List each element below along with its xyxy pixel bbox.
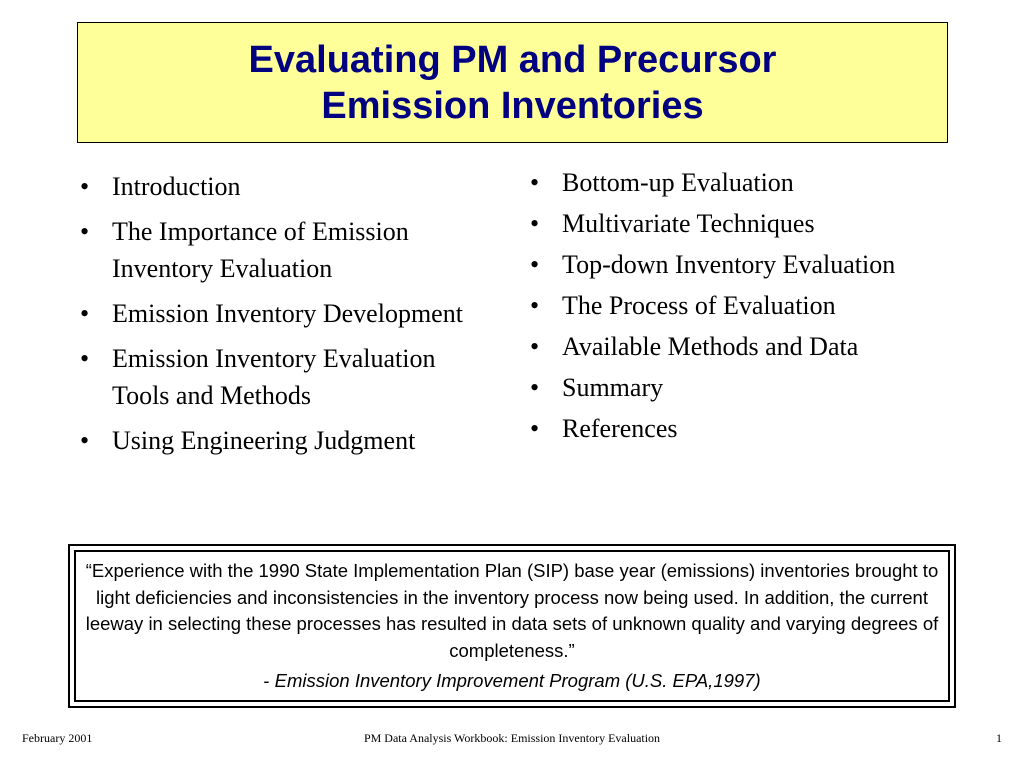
list-item <box>70 422 490 459</box>
list-item-text: Emission Inventory Development <box>112 299 463 328</box>
list-item <box>70 340 490 414</box>
title-box <box>77 22 948 143</box>
list-item <box>520 248 980 281</box>
bullet-icon: • <box>80 344 90 373</box>
list-item-text: The Importance of Emission Inventory Evaluation <box>112 217 409 283</box>
list-item <box>520 371 980 404</box>
bullet-icon: • <box>530 168 540 197</box>
list-item-text: Emission Inventory Evaluation Tools and Methods <box>112 344 436 410</box>
list-item-text: References <box>562 414 678 443</box>
list-item-text: Bottom-up Evaluation <box>562 168 794 197</box>
list-item-text: Top-down Inventory Evaluation <box>562 250 896 279</box>
list-item <box>520 330 980 363</box>
citation-prefix: - <box>263 670 275 691</box>
list-item <box>70 168 490 205</box>
quote-text: “Experience with the 1990 State Implementation Plan (SIP) base year (emissions) inventories brought to light deficiencies and inconsistencies in the inventory process now being used. In addition, the current leeway in selecting these processes has resulted in data sets of unknown quality and varying degrees of completeness.” <box>85 560 939 661</box>
list-item <box>70 213 490 287</box>
footer-date: February 2001 <box>22 731 93 745</box>
bullet-icon: • <box>530 291 540 320</box>
slide-title-line-2: Emission Inventories <box>321 84 704 127</box>
bullet-icon: • <box>80 426 90 455</box>
bullet-icon: • <box>530 209 540 238</box>
list-item-text: Available Methods and Data <box>562 332 859 361</box>
bullet-icon: • <box>530 332 540 361</box>
page-number: 1 <box>996 731 1002 745</box>
bullet-icon: • <box>530 414 540 443</box>
bullet-icon: • <box>80 217 90 246</box>
bullet-icon: • <box>530 250 540 279</box>
list-item-text: Using Engineering Judgment <box>112 426 416 455</box>
citation-title: Emission Inventory Improvement Program (U.S. EPA,1997) <box>274 670 761 691</box>
left-topic-list <box>70 168 490 467</box>
bullet-icon: • <box>80 172 90 201</box>
bullet-icon: • <box>80 299 90 328</box>
list-item-text: Multivariate Techniques <box>562 209 815 238</box>
footer-title: PM Data Analysis Workbook: Emission Inventory Evaluation <box>363 731 661 745</box>
list-item-text: The Process of Evaluation <box>562 291 836 320</box>
quote-box <box>68 544 956 708</box>
list-item-text: Introduction <box>112 172 241 201</box>
bullet-icon: • <box>530 373 540 402</box>
quote-citation <box>76 668 948 695</box>
list-item <box>520 207 980 240</box>
list-item-text: Summary <box>562 373 664 402</box>
list-item <box>520 166 980 199</box>
slide-title-line-1: Evaluating PM and Precursor <box>248 38 777 81</box>
right-topic-list <box>520 166 980 453</box>
quote-box-inner <box>74 550 950 702</box>
list-item <box>70 295 490 332</box>
list-item <box>520 289 980 322</box>
list-item <box>520 412 980 445</box>
